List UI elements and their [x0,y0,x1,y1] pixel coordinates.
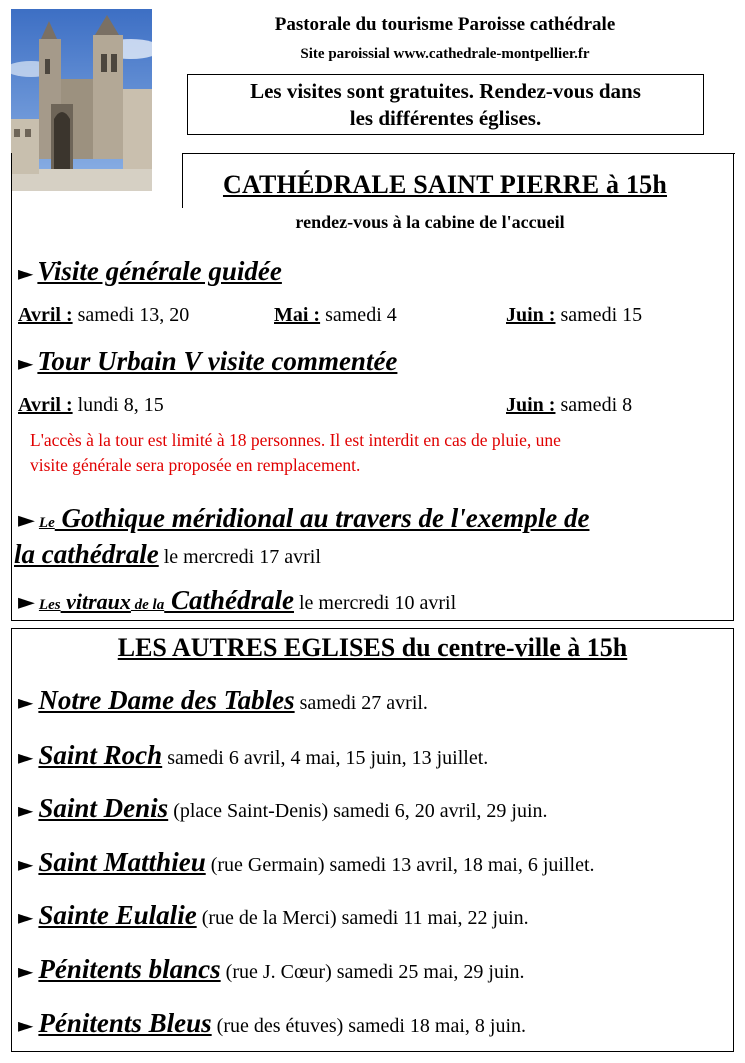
tour-note-line-2: visite générale sera proposée en remplacement. [30,455,361,475]
avril-label: Avril : [18,394,73,416]
church-item [18,954,525,985]
church-item [18,740,488,771]
avril-label: Avril : [18,304,73,326]
visite-heading-row [18,256,282,287]
arrow-right-icon: ► [18,905,34,929]
vitraux-date: le mercredi 10 avril [293,592,457,614]
tour-note [30,428,730,478]
church-name: Pénitents Bleus [38,1008,212,1038]
church-name: Sainte Eulalie [38,900,197,930]
juin-label: Juin : [506,304,556,326]
arrow-right-icon: ► [18,745,34,769]
vitraux-heading-row [18,585,456,616]
church-details: samedi 27 avril. [294,692,428,714]
tour-avril [18,394,164,417]
visite-avril [18,304,189,327]
notice-line-2: les différentes églises. [349,106,542,130]
juin-dates: samedi 8 [555,394,633,416]
gothique-cathedrale: la cathédrale [14,539,159,569]
church-details: (rue Germain) samedi 13 avril, 18 mai, 6 juillet. [205,854,595,876]
tour-note-line-1: L'accès à la tour est limité à 18 personnes. Il est interdit en cas de pluie, une [30,430,561,450]
arrow-right-icon: ► [18,690,34,714]
church-item [18,685,428,716]
avril-dates: samedi 13, 20 [72,304,190,326]
arrow-right-icon: ► [18,1013,34,1037]
notice-line-1: Les visites sont gratuites. Rendez-vous dans [250,79,641,103]
notice-box [187,74,704,135]
cathedrale-subtitle: rendez-vous à la cabine de l'accueil [295,212,565,232]
header-site: Site paroissial www.cathedrale-montpellier.fr [300,46,590,62]
vitraux-les: Les [38,597,61,613]
arrow-right-icon: ► [18,351,34,375]
tour-heading-row [18,346,397,377]
church-name: Saint Roch [38,740,163,770]
tour-heading: Tour Urbain V visite commentée [37,346,398,376]
arrow-right-icon: ► [18,508,35,533]
arrow-right-icon: ► [18,959,34,983]
vitraux-cathedrale: Cathédrale [164,585,294,615]
avril-dates: lundi 8, 15 [72,394,164,416]
church-name: Notre Dame des Tables [38,685,295,715]
church-name: Saint Matthieu [38,847,206,877]
autres-eglises-title: LES AUTRES EGLISES du centre-ville à 15h [117,633,628,662]
gothique-line-2 [14,539,321,570]
arrow-right-icon: ► [18,590,35,615]
church-details: (place Saint-Denis) samedi 6, 20 avril, 29 juin. [168,800,548,822]
arrow-right-icon: ► [18,852,34,876]
church-item [18,793,548,824]
gothique-heading-row [18,503,589,534]
juin-label: Juin : [506,394,556,416]
gothique-date: le mercredi 17 avril [158,546,321,568]
visite-heading: Visite générale guidée [37,256,282,286]
church-details: (rue de la Merci) samedi 11 mai, 22 juin. [196,907,529,929]
cathedrale-title: CATHÉDRALE SAINT PIERRE à 15h [222,170,668,199]
church-item [18,900,529,931]
tour-juin [506,394,632,417]
vitraux-word: vitraux [60,589,131,614]
header-title: Pastorale du tourisme Paroisse cathédrale [274,14,616,35]
mai-dates: samedi 4 [320,304,397,326]
juin-dates: samedi 15 [555,304,643,326]
vitraux-de-la: de la [130,597,165,613]
church-name: Saint Denis [38,793,169,823]
church-details: (rue des étuves) samedi 18 mai, 8 juin. [211,1015,527,1037]
mai-label: Mai : [274,304,321,326]
visite-mai [274,304,397,327]
gothique-heading: Gothique méridional au travers de l'exemple de [54,503,590,533]
arrow-right-icon: ► [18,798,34,822]
section-divider [182,153,735,154]
church-name: Pénitents blancs [38,954,221,984]
church-details: (rue J. Cœur) samedi 25 mai, 29 juin. [220,961,525,983]
arrow-right-icon: ► [18,261,34,285]
church-item [18,1008,526,1039]
church-item [18,847,595,878]
church-details: samedi 6 avril, 4 mai, 15 juin, 13 juillet. [162,747,489,769]
visite-juin [506,304,642,327]
gothique-le: Le [38,515,55,531]
